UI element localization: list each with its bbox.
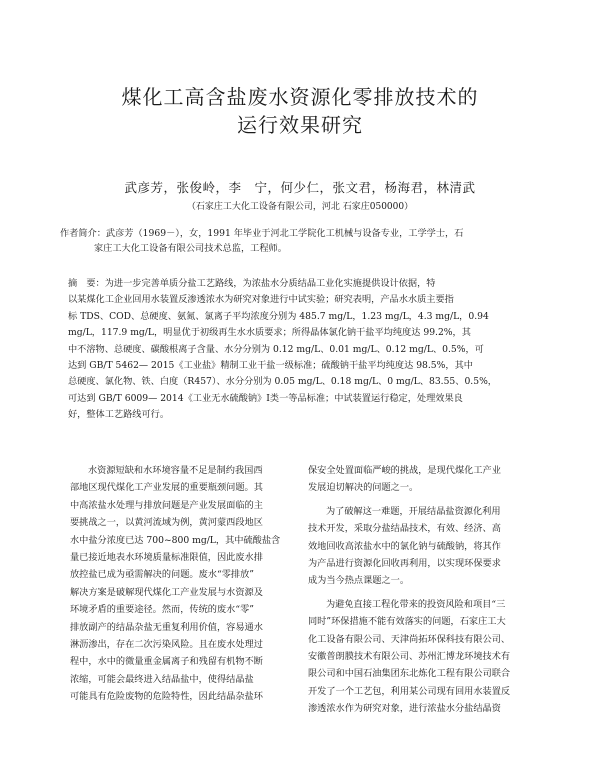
author-bio-line: 家庄工大化工设备有限公司技术总监，工程师。 [94,243,287,254]
body-line: 中高浓盐水处理与排放问题是产业发展面临的主 [70,499,263,511]
body-left-column [70,462,294,706]
body-line: 放控盐已成为亟需解决的问题。废水“零排放” [70,569,254,581]
body-line: 开发了一个工艺包，利用某公司现有回用水装置反 [308,685,511,697]
body-line: 排放副产的结晶杂盐无重复利用价值，容易通水 [70,621,263,633]
author-list: 武彦芳，张俊岭，李 宁，何少仁，张文君，杨海君，林清武 [124,180,476,195]
body-line: 发展迫切解决的问题之一。 [308,482,419,494]
body-line: 为避免直接工程化带来的投资风险和项目“三 [326,598,506,610]
body-line: 技术开发，采取分盐结晶技术，有效、经济、高 [308,523,501,535]
body-line: 部地区现代煤化工产业发展的重要瓶颈问题。其 [70,482,263,494]
body-line: 保安全处置面临严峻的挑战，是现代煤化工产业 [308,465,501,476]
body-line: 要挑战之一，以黄河流域为例，黄河蒙西段地区 [70,517,263,529]
author-bio-line: 作者简介：武彦芳（1969－），女，1991 年毕业于河北工学院化工机械与设备专业，工学学士，石 [60,228,464,239]
affiliation: （石家庄工大化工设备有限公司，河北 石家庄050000） [186,202,414,212]
body-line: 成为当今热点课题之一。 [308,575,410,587]
body-line: 环境矛盾的重要途径。然而，传统的废水“零” [70,604,254,616]
author-bio [60,226,538,256]
abstract-line: 摘 要：为进一步完善单质分盐工艺路线，为浓盐水分质结晶工业化实施提供设计依据，特 [68,278,436,289]
body-line: 程中，水中的微量重金属离子和残留有机物不断 [70,656,263,668]
abstract-line: 达到 GB/T 5462— 2015《工业盐》精制工业干盐一级标准；硫酸钠干盐平均纯度达 98.5%，其中 [68,360,473,372]
abstract-line: 以某煤化工企业回用水装置反渗透浓水为研究对象进行中试实验；研究表明，产品水水质主要指 [68,294,454,306]
body-line: 为产品进行资源化回收再利用，以实现环保要求 [308,558,501,570]
body-line: 水资源短缺和水环境容量不足是制约我国西 [88,465,263,476]
body-line: 安徽普朗膜技术有限公司、苏州汇博龙环境技术有 [308,651,511,663]
body-line: 可能具有危险废物的危险特性，因此结晶杂盐环 [70,691,263,703]
body-line: 解决方案是破解现代煤化工产业发展与水资源及 [70,586,263,598]
abstract-line: 中不溶物、总硬度、碳酸根离子含量、水分分别为 0.12 mg/L、0.01 mg/L、0.12 mg/L、0.5%，可 [68,343,484,355]
paper-title-line-1: 煤化工高含盐废水资源化零排放技术的 [121,85,479,109]
abstract-line: mg/L，117.9 mg/L，明显优于初级再生水水质要求；所得晶体氯化钠干盐平均纯度达 99.2%，其 [68,327,471,339]
body-line: 浓缩，可能会最终进入结晶盐中，使得结晶盐 [70,673,254,685]
abstract-line: 可达到 GB/T 6009— 2014《工业无水硫酸钠》Ⅰ类一等品标准；中试装置运行稳定，处理效果良 [68,392,463,404]
body-line: 渗透浓水作为研究对象，进行浓盐水分盐结晶资 [308,703,501,715]
body-line: 水中盐分浓度已达 700~800 mg/L，其中硫酸盐含 [70,534,281,546]
body-line: 淋沥渗出，存在二次污染风险。且在废水处理过 [70,639,263,651]
paper-title-line-2: 运行效果研究 [237,113,363,137]
body-line: 效地回收高浓盐水中的氯化钠与硫酸钠，将其作 [308,540,501,552]
body-line: 为了破解这一难题，开展结晶盐资源化利用 [326,505,501,517]
abstract [68,276,538,424]
body-right-column [308,462,540,718]
abstract-line: 好，整体工艺路线可行。 [68,409,170,421]
body-line: 量已接近地表水环境质量标准限值，因此废水排 [70,552,263,564]
body-line: 同时”环保措施不能有效落实的问题，石家庄工大 [308,616,506,628]
body-line: 化工设备有限公司、天津尚拓环保科技有限公司、 [308,633,511,645]
abstract-line: 总硬度、氯化物、铁、白度（R457）、水分分别为 0.05 mg/L、0.18 mg/L、0 mg/L、83.55、0.5%， [68,376,497,388]
body-line: 限公司和中国石油集团东北炼化工程有限公司联合 [308,668,511,680]
abstract-line: 标 TDS、COD、总硬度、氨氮、氯离子平均浓度分别为 485.7 mg/L，1.23 mg/L，4.3 mg/L，0.94 [68,310,489,322]
